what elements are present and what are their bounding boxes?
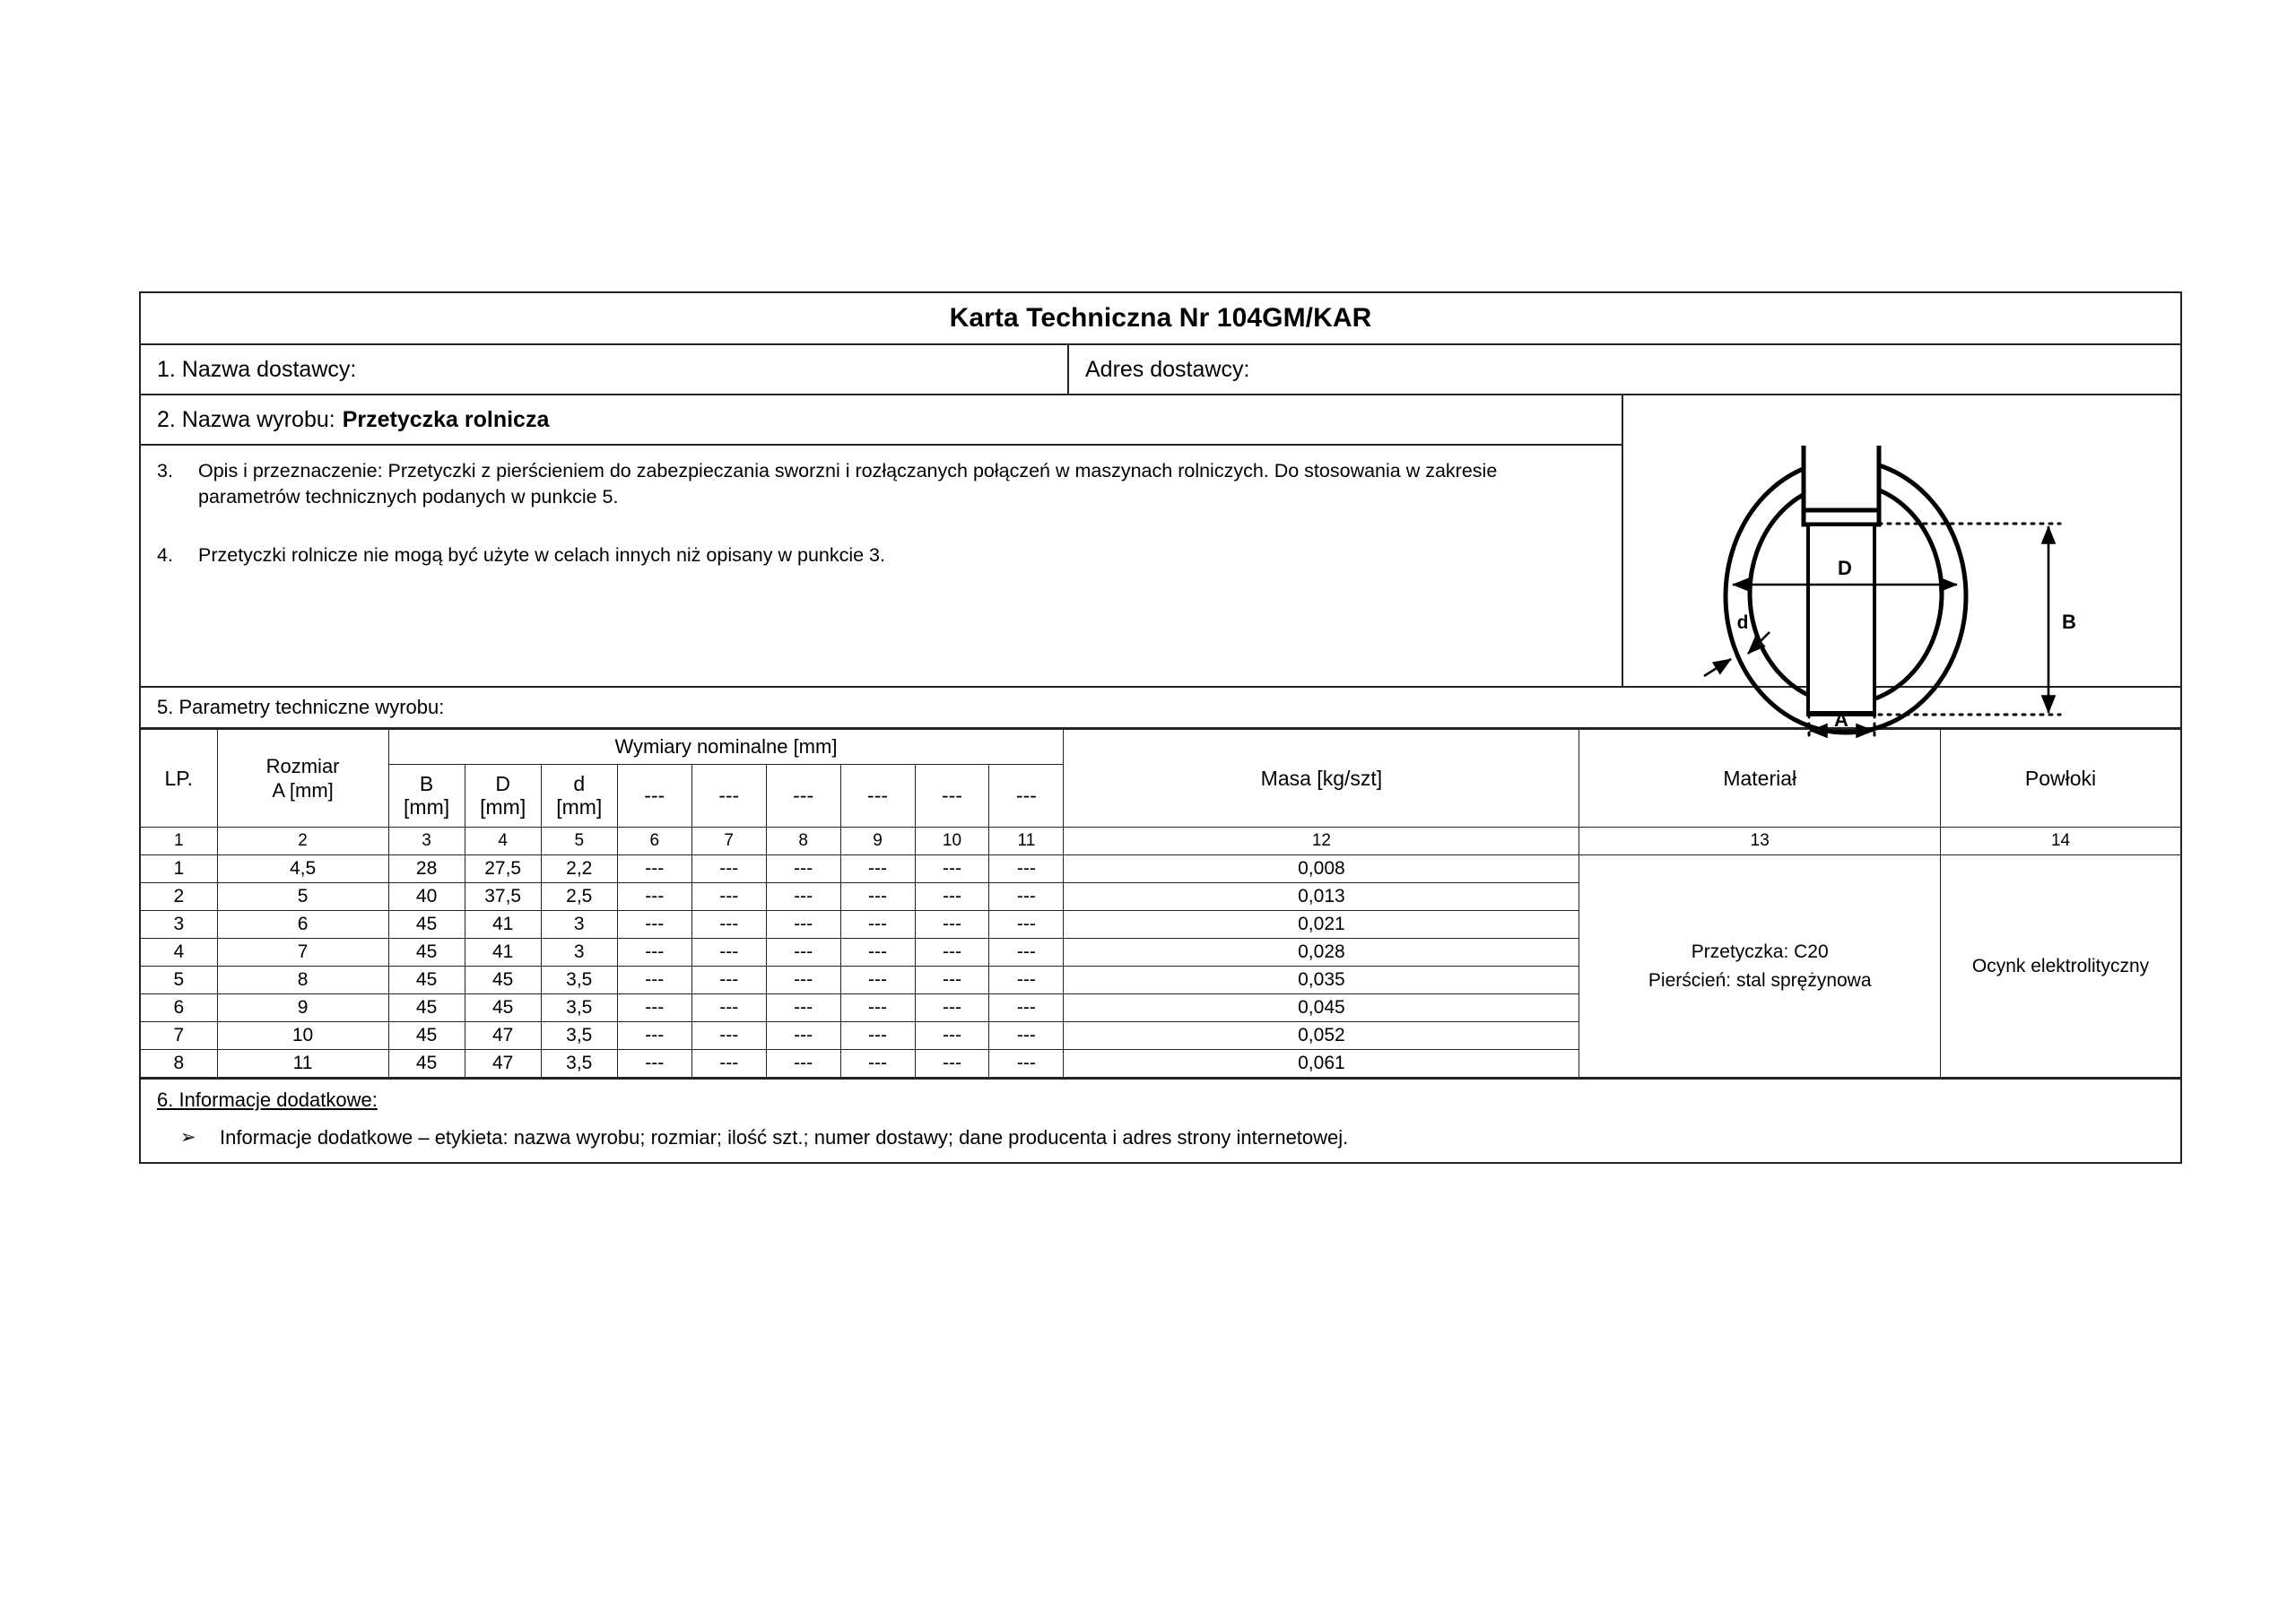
cell-rozmiar: 5 [217, 883, 388, 911]
cell-d-major: 47 [465, 1050, 541, 1078]
dimension-label-b: B [2062, 611, 2076, 633]
cell-c7: --- [691, 1050, 766, 1078]
description-item-4-number: 4. [157, 544, 173, 567]
cell-d-minor: 3,5 [541, 994, 617, 1022]
cell-c9: --- [840, 1022, 915, 1050]
cell-rozmiar: 8 [217, 967, 388, 994]
cell-masa: 0,045 [1064, 994, 1579, 1022]
supplier-name-field[interactable] [141, 345, 1069, 394]
colnum-5: 5 [541, 828, 617, 855]
technical-drawing-cell [1623, 446, 2180, 731]
header-d-major-line1: D [495, 771, 510, 795]
parameters-caption: 5. Parametry techniczne wyrobu: [157, 696, 445, 718]
colnum-14: 14 [1941, 828, 2180, 855]
cell-d-minor: 2,2 [541, 855, 617, 883]
cell-c11: --- [989, 883, 1064, 911]
description-item-3 [157, 458, 1598, 510]
colnum-6: 6 [617, 828, 691, 855]
description-item-4 [157, 542, 1598, 568]
colnum-13: 13 [1579, 828, 1941, 855]
supplier-row [141, 345, 2180, 395]
cell-d-major: 45 [465, 994, 541, 1022]
cell-material [1579, 855, 1941, 1078]
cell-d-major: 41 [465, 911, 541, 939]
header-col-6: --- [617, 765, 691, 828]
cell-c7: --- [691, 911, 766, 939]
cell-d-major: 45 [465, 967, 541, 994]
pin-head [1804, 446, 1879, 516]
supplier-name-label: 1. Nazwa dostawcy: [157, 356, 357, 382]
description-item-3-number: 3. [157, 460, 173, 481]
cell-c9: --- [840, 911, 915, 939]
cell-c11: --- [989, 855, 1064, 883]
cell-c8: --- [766, 967, 840, 994]
cell-c6: --- [617, 939, 691, 967]
cell-d-minor: 3,5 [541, 967, 617, 994]
cell-c11: --- [989, 911, 1064, 939]
cell-b: 45 [388, 994, 465, 1022]
page-title: Karta Techniczna Nr 104GM/KAR [949, 303, 1372, 333]
parameters-caption-cell [141, 688, 2180, 727]
cell-powloki: Ocynk elektrolityczny [1941, 855, 2180, 1078]
cell-d-major: 37,5 [465, 883, 541, 911]
cell-d-minor: 3 [541, 939, 617, 967]
cell-c11: --- [989, 1022, 1064, 1050]
cell-c8: --- [766, 1050, 840, 1078]
pin-shaft [1808, 525, 1874, 715]
parameters-table [141, 729, 2180, 1078]
cell-c7: --- [691, 883, 766, 911]
header-masa: Masa [kg/szt] [1064, 730, 1579, 828]
product-row [141, 395, 2180, 446]
additional-info-title: 6. Informacje dodatkowe: [157, 1089, 378, 1111]
cell-c6: --- [617, 1050, 691, 1078]
additional-info-row [141, 1080, 2180, 1162]
cell-c6: --- [617, 883, 691, 911]
cell-rozmiar: 4,5 [217, 855, 388, 883]
cell-c10: --- [915, 967, 989, 994]
colnum-10: 10 [915, 828, 989, 855]
description-item-3-text: Opis i przeznaczenie: Przetyczki z pierścieniem do zabezpieczania sworzni i rozłączanych połączeń w maszynach rolniczych. Do stosowania w zakresie parametrów technicznych podanych w punkcie 5. [198, 460, 1498, 508]
cell-rozmiar: 7 [217, 939, 388, 967]
product-name-value: Przetyczka rolnicza [342, 406, 550, 432]
dimension-label-d-minor: d [1736, 612, 1749, 633]
cell-c9: --- [840, 967, 915, 994]
cell-lp: 4 [141, 939, 217, 967]
table-row [141, 855, 2180, 883]
product-name-label: 2. Nazwa wyrobu: [157, 406, 335, 432]
header-material: Materiał [1579, 730, 1941, 828]
colnum-1: 1 [141, 828, 217, 855]
cell-c6: --- [617, 967, 691, 994]
colnum-12: 12 [1064, 828, 1579, 855]
cell-c9: --- [840, 994, 915, 1022]
header-b [388, 765, 465, 828]
header-b-line1: B [419, 771, 434, 795]
cell-d-major: 41 [465, 939, 541, 967]
cell-b: 45 [388, 967, 465, 994]
header-rozmiar-line2: A [mm] [272, 779, 334, 802]
cell-d-major: 47 [465, 1022, 541, 1050]
additional-info-bullet-text: Informacje dodatkowe – etykieta: nazwa wyrobu; rozmiar; ilość szt.; numer dostawy; dane producenta i adres strony internetowej. [220, 1126, 1349, 1149]
cell-masa: 0,028 [1064, 939, 1579, 967]
header-lp: LP. [141, 730, 217, 828]
cell-masa: 0,052 [1064, 1022, 1579, 1050]
cell-masa: 0,021 [1064, 911, 1579, 939]
cell-d-minor: 2,5 [541, 883, 617, 911]
cell-d-minor: 3,5 [541, 1022, 617, 1050]
product-name-field [141, 395, 1623, 446]
colnum-3: 3 [388, 828, 465, 855]
cell-b: 45 [388, 911, 465, 939]
description-item-4-text: Przetyczki rolnicze nie mogą być użyte w celach innych niż opisany w punkcie 3. [198, 544, 885, 567]
header-d-major-line2: [mm] [480, 794, 526, 819]
technical-datasheet [139, 291, 2182, 1164]
cell-d-minor: 3,5 [541, 1050, 617, 1078]
additional-info-bullet [157, 1126, 2164, 1149]
cell-c9: --- [840, 939, 915, 967]
header-d-minor [541, 765, 617, 828]
dimension-label-d-major: D [1838, 557, 1852, 579]
cell-c10: --- [915, 883, 989, 911]
colnum-8: 8 [766, 828, 840, 855]
cell-lp: 8 [141, 1050, 217, 1078]
cell-c10: --- [915, 855, 989, 883]
colnum-4: 4 [465, 828, 541, 855]
cell-lp: 1 [141, 855, 217, 883]
header-d-minor-line2: [mm] [556, 794, 603, 819]
colnum-9: 9 [840, 828, 915, 855]
cell-c6: --- [617, 994, 691, 1022]
cell-d-minor: 3 [541, 911, 617, 939]
cell-lp: 6 [141, 994, 217, 1022]
table-column-number-row [141, 828, 2180, 855]
cell-c10: --- [915, 994, 989, 1022]
parameters-caption-row [141, 688, 2180, 729]
cell-c6: --- [617, 1022, 691, 1050]
header-rozmiar [217, 730, 388, 828]
colnum-2: 2 [217, 828, 388, 855]
header-group-nominal: Wymiary nominalne [mm] [388, 730, 1064, 765]
supplier-address-field[interactable] [1069, 345, 2180, 394]
cell-c11: --- [989, 967, 1064, 994]
cell-d-major: 27,5 [465, 855, 541, 883]
cell-c8: --- [766, 939, 840, 967]
header-col-7: --- [691, 765, 766, 828]
header-rozmiar-line1: Rozmiar [265, 754, 340, 777]
supplier-address-label: Adres dostawcy: [1085, 356, 1250, 382]
arrow-bullet-icon: ➢ [180, 1127, 196, 1148]
cell-rozmiar: 10 [217, 1022, 388, 1050]
header-col-11: --- [989, 765, 1064, 828]
drawing-cell-top [1623, 395, 2180, 446]
cell-masa: 0,008 [1064, 855, 1579, 883]
cell-c9: --- [840, 883, 915, 911]
additional-info-block [141, 1080, 2180, 1162]
dimension-label-a: A [1834, 708, 1848, 731]
cell-c7: --- [691, 994, 766, 1022]
cell-c10: --- [915, 939, 989, 967]
cell-b: 45 [388, 939, 465, 967]
cell-c7: --- [691, 855, 766, 883]
cell-lp: 5 [141, 967, 217, 994]
header-d-minor-line1: d [573, 771, 586, 795]
header-b-line2: [mm] [404, 794, 450, 819]
header-col-9: --- [840, 765, 915, 828]
header-col-8: --- [766, 765, 840, 828]
cell-masa: 0,035 [1064, 967, 1579, 994]
material-line-2: Pierścień: stal sprężynowa [1648, 969, 1872, 991]
cell-c8: --- [766, 855, 840, 883]
cell-c6: --- [617, 911, 691, 939]
title-row [141, 293, 2180, 345]
description-text-block [141, 446, 1623, 686]
cell-rozmiar: 11 [217, 1050, 388, 1078]
cell-c8: --- [766, 883, 840, 911]
cell-b: 40 [388, 883, 465, 911]
cell-lp: 2 [141, 883, 217, 911]
cell-c11: --- [989, 1050, 1064, 1078]
cell-b: 28 [388, 855, 465, 883]
pin-collar [1804, 510, 1879, 525]
header-powloki: Powłoki [1941, 730, 2180, 828]
material-line-1: Przetyczka: C20 [1691, 941, 1829, 962]
cell-lp: 3 [141, 911, 217, 939]
cell-rozmiar: 9 [217, 994, 388, 1022]
cell-c11: --- [989, 939, 1064, 967]
cell-masa: 0,061 [1064, 1050, 1579, 1078]
leader-line-d-minor-lower [1704, 659, 1731, 676]
cell-rozmiar: 6 [217, 911, 388, 939]
cell-c8: --- [766, 1022, 840, 1050]
cell-c6: --- [617, 855, 691, 883]
cell-lp: 7 [141, 1022, 217, 1050]
cell-b: 45 [388, 1050, 465, 1078]
cell-b: 45 [388, 1022, 465, 1050]
cell-c8: --- [766, 994, 840, 1022]
header-d-major [465, 765, 541, 828]
cell-c10: --- [915, 1022, 989, 1050]
cell-c8: --- [766, 911, 840, 939]
header-col-10: --- [915, 765, 989, 828]
cell-c10: --- [915, 1050, 989, 1078]
cell-c7: --- [691, 1022, 766, 1050]
colnum-7: 7 [691, 828, 766, 855]
parameters-table-row [141, 729, 2180, 1080]
cell-c7: --- [691, 939, 766, 967]
cell-c9: --- [840, 855, 915, 883]
cell-masa: 0,013 [1064, 883, 1579, 911]
cell-c7: --- [691, 967, 766, 994]
cell-c11: --- [989, 994, 1064, 1022]
colnum-11: 11 [989, 828, 1064, 855]
cell-c10: --- [915, 911, 989, 939]
cell-c9: --- [840, 1050, 915, 1078]
